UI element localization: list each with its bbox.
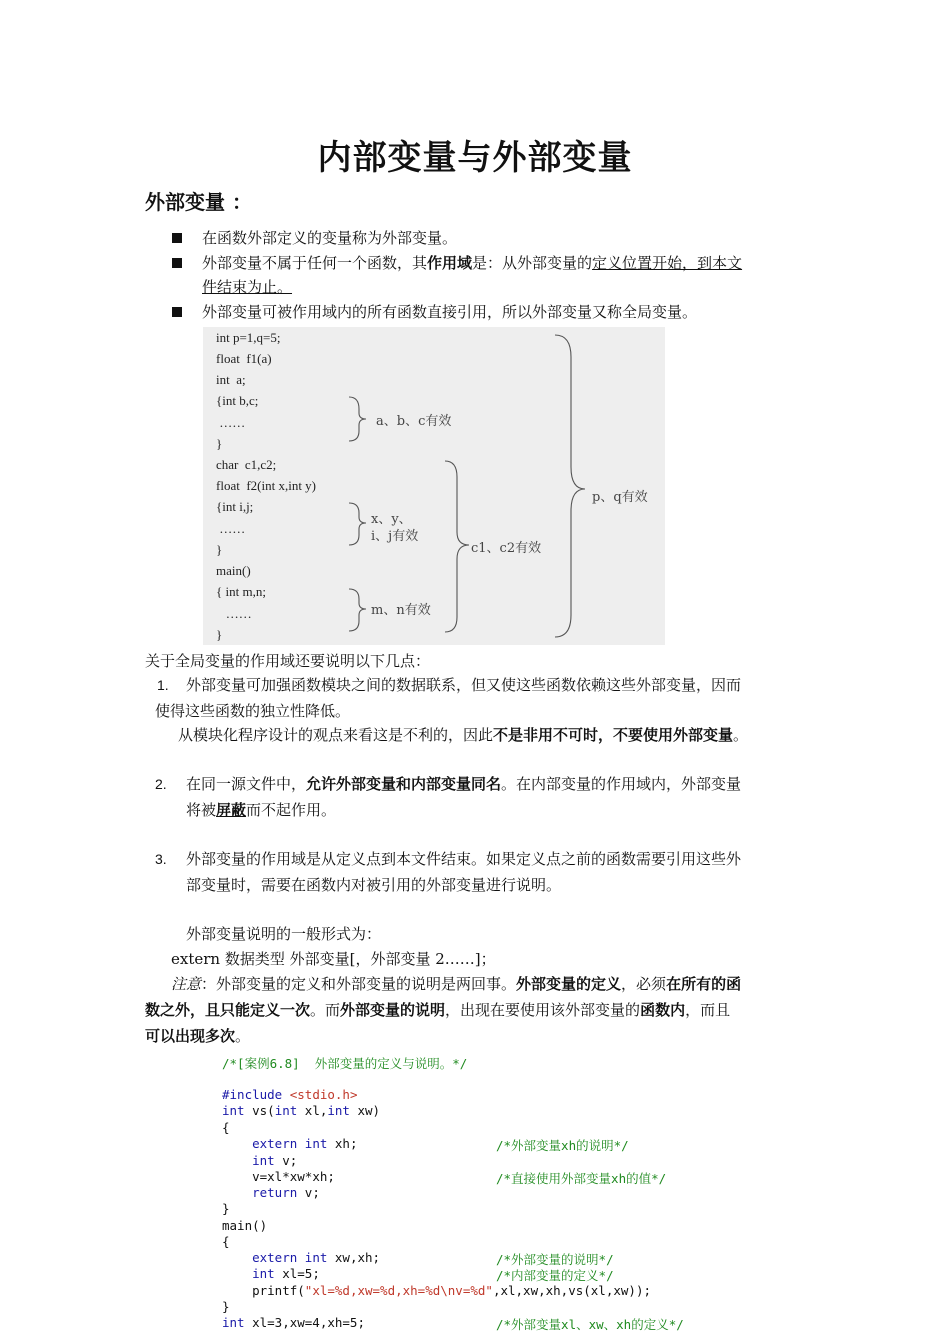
note-bold: 数之外，且只能定义一次	[145, 1001, 311, 1019]
bullet-underline: 件结束为止。	[202, 278, 293, 296]
code-line: }	[216, 436, 223, 451]
code-comment-title: /*[案例6.8] 外部变量的定义与说明。*/	[222, 1056, 468, 1071]
code-keyword: int	[222, 1103, 245, 1118]
code-text: v;	[274, 1153, 298, 1168]
point2-text: 而不起作用。	[246, 801, 337, 819]
code-text: ,xl,xw,xh,vs(xl,xw));	[492, 1283, 651, 1298]
code-int-v	[222, 1153, 297, 1168]
note-text: ，出现在要使用该外部变量的	[445, 1001, 641, 1019]
code-keyword: int	[304, 1136, 328, 1151]
point2-text: 在同一源文件中，	[186, 775, 307, 793]
code-text: xw,xh;	[327, 1250, 381, 1265]
code-global-def	[222, 1315, 365, 1330]
code-text: xl=3,xw=4,xh=5;	[244, 1315, 365, 1330]
point2-bold: 允许外部变量和内部变量同名	[306, 775, 502, 793]
bullet-text: 是：从外部变量的	[472, 254, 593, 272]
note-text: 。	[235, 1027, 251, 1045]
bullet-square-icon	[172, 258, 182, 268]
bullet-text: 在函数外部定义的变量称为外部变量。	[202, 229, 458, 247]
code-text: v;	[297, 1185, 320, 1200]
point2-text: 将被	[186, 801, 217, 819]
code-comment: /*内部变量的定义*/	[496, 1268, 614, 1283]
code-keyword: int	[274, 1103, 298, 1118]
code-main: main()	[222, 1218, 268, 1233]
annotation-mn: m、n有效	[371, 603, 431, 618]
code-line: ……	[216, 521, 246, 536]
code-comment: /*外部变量的说明*/	[496, 1252, 614, 1267]
code-extern-xwxh	[222, 1250, 380, 1265]
general-form-label: 外部变量说明的一般形式为：	[186, 925, 382, 943]
note-text: ，必须	[621, 975, 667, 993]
point2-text: 。在内部变量的作用域内，外部变量	[501, 775, 742, 793]
point1-line1: 外部变量可加强函数模块之间的数据联系，但又使这些函数依赖这些外部变量，因而	[186, 676, 742, 694]
point1-text: 。	[733, 726, 749, 744]
code-include	[222, 1087, 357, 1102]
code-keyword: extern	[252, 1136, 298, 1151]
code-keyword: extern	[252, 1250, 298, 1265]
code-keyword: int	[252, 1266, 275, 1281]
code-line: ……	[216, 415, 246, 430]
note-bold: 外部变量的定义	[516, 975, 622, 993]
code-keyword: return	[252, 1185, 298, 1200]
point-number: 2.	[155, 776, 167, 792]
code-text: vs(	[244, 1103, 275, 1118]
note-label: 注意	[171, 975, 202, 993]
point2-line1	[186, 771, 741, 797]
code-text: xl,	[297, 1103, 328, 1118]
code-brace: }	[222, 1299, 230, 1314]
bullet-bold: 作用域	[427, 254, 473, 272]
point3-line1: 外部变量的作用域是从定义点到本文件结束。如果定义点之前的函数需要引用这些外	[186, 850, 742, 868]
note-bold: 可以出现多次	[145, 1027, 236, 1045]
code-brace: }	[222, 1201, 230, 1216]
code-keyword: int	[304, 1250, 328, 1265]
code-line: ……	[216, 606, 252, 621]
code-keyword: int	[327, 1103, 350, 1118]
section-heading: 外部变量 ：	[145, 190, 252, 214]
code-line: }	[216, 542, 223, 557]
bullet-text: 外部变量可被作用域内的所有函数直接引用，所以外部变量又称全局变量。	[202, 303, 698, 321]
code-string: "xl=%d,xw=%d,xh=%d\nv=%d"	[304, 1283, 493, 1298]
code-keyword: #include	[222, 1087, 283, 1102]
code-line: {int b,c;	[216, 393, 259, 408]
annotation-xy: x、y、	[371, 512, 412, 527]
point3-line2: 部变量时，需要在函数内对被引用的外部变量进行说明。	[186, 876, 562, 894]
code-string: <stdio.h>	[282, 1087, 358, 1102]
annotation-pq: p、q有效	[592, 490, 648, 505]
point2-bold-underline: 屏蔽	[216, 801, 247, 819]
bullet-square-icon	[172, 307, 182, 317]
code-text: xh;	[327, 1136, 358, 1151]
code-text: v=xl*xw*xh;	[252, 1169, 335, 1184]
code-int-xl	[222, 1266, 320, 1281]
code-keyword: int	[252, 1153, 275, 1168]
code-comment: /*直接使用外部变量xh的值*/	[496, 1171, 667, 1186]
point1-text: 从模块化程序设计的观点来看这是不利的，因此	[178, 726, 494, 744]
code-line: main()	[216, 563, 251, 578]
bullet-text: 外部变量不属于任何一个函数，其	[202, 254, 428, 272]
point1-line2: 使得这些函数的独立性降低。	[155, 702, 351, 720]
page-title: 内部变量与外部变量	[317, 138, 633, 178]
code-line: }	[216, 627, 223, 642]
code-line: float f1(a)	[216, 351, 272, 366]
annotation-ij: i、j有效	[371, 529, 419, 544]
note-paragraph	[145, 971, 807, 1049]
code-line: int a;	[216, 372, 246, 387]
bullet-underline: 定义位置开始，到本文	[592, 254, 743, 272]
code-comment: /*外部变量xl、xw、xh的定义*/	[496, 1317, 684, 1332]
annotation-abc: a、b、c有效	[376, 414, 452, 429]
code-line: char c1,c2;	[216, 457, 277, 472]
bullet-square-icon	[172, 233, 182, 243]
code-text: xl=5;	[274, 1266, 320, 1281]
point-number: 3.	[155, 851, 167, 867]
code-line: { int m,n;	[216, 584, 266, 599]
code-line: int p=1,q=5;	[216, 330, 281, 345]
code-printf	[222, 1283, 651, 1298]
note-text: 。而	[310, 1001, 341, 1019]
code-return	[222, 1185, 320, 1200]
general-form: extern 数据类型 外部变量[，外部变量 2……]；	[171, 950, 496, 968]
code-v-assign	[222, 1169, 335, 1184]
code-keyword: int	[222, 1315, 245, 1330]
code-line: {int i,j;	[216, 499, 254, 514]
note-bold: 外部变量的说明	[340, 1001, 446, 1019]
point1-line3	[178, 722, 748, 748]
point-number: 1.	[157, 677, 169, 693]
point2-line2	[186, 797, 336, 823]
note-text: ，而且	[685, 1001, 731, 1019]
code-line: float f2(int x,int y)	[216, 478, 317, 493]
note-bold: 在所有的函	[666, 975, 742, 993]
code-text: xw)	[349, 1103, 381, 1118]
annotation-c1c2: c1、c2有效	[471, 541, 542, 556]
note-text: ：外部变量的定义和外部变量的说明是两回事。	[201, 975, 517, 993]
note-bold: 函数内	[640, 1001, 686, 1019]
code-vs-signature	[222, 1103, 380, 1118]
notes-intro: 关于全局变量的作用域还要说明以下几点：	[145, 652, 431, 670]
scope-diagram	[203, 327, 665, 645]
code-brace: {	[222, 1120, 230, 1135]
point1-bold: 不是非用不可时，不要使用外部变量	[493, 726, 734, 744]
code-brace: {	[222, 1234, 230, 1249]
code-text: printf(	[252, 1283, 305, 1298]
code-extern-xh	[222, 1136, 357, 1151]
code-comment: /*外部变量xh的说明*/	[496, 1138, 629, 1153]
